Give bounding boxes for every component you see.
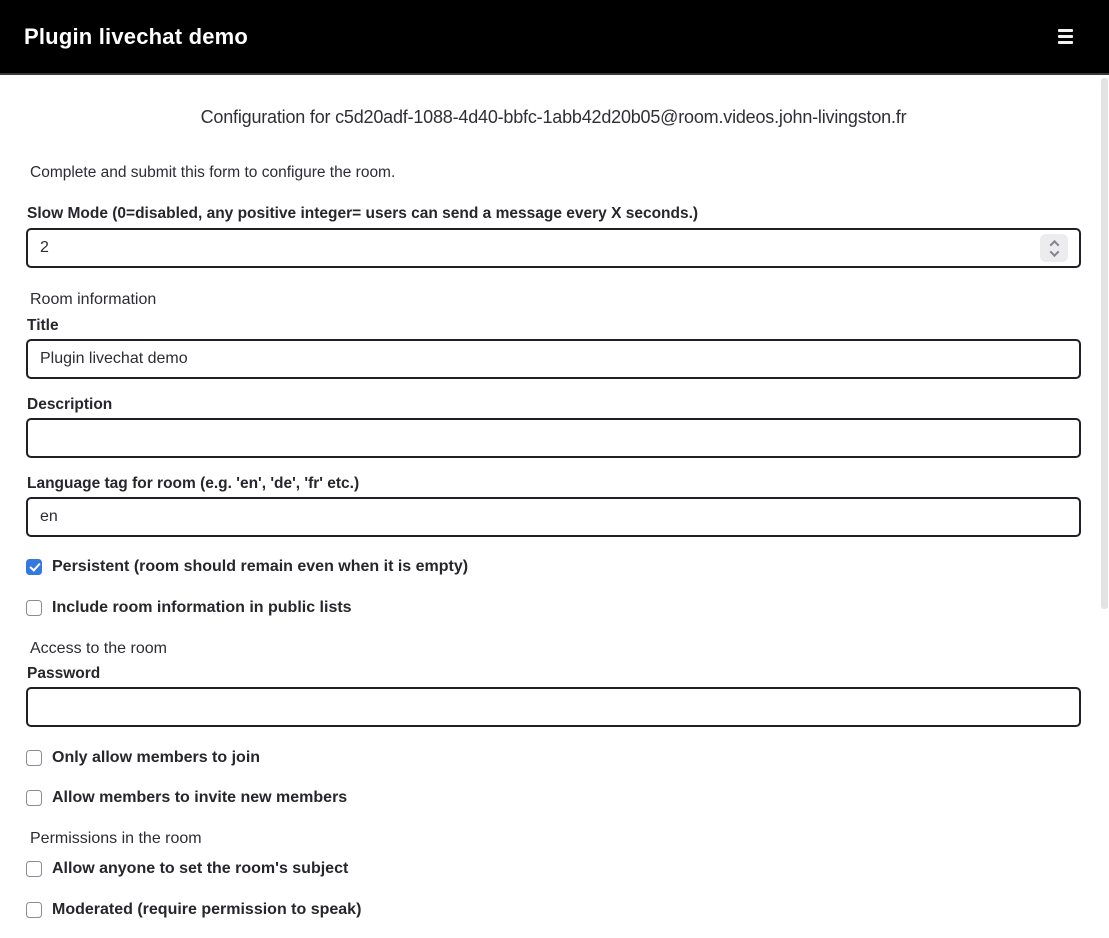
- slow-mode-input[interactable]: [26, 228, 1081, 268]
- change-subject-checkbox[interactable]: [26, 861, 42, 877]
- persistent-checkbox[interactable]: [26, 559, 42, 575]
- section-legend-room-information: Room information: [30, 291, 157, 308]
- slow-mode-field: [26, 228, 1081, 268]
- hamburger-icon: [1058, 41, 1073, 44]
- section-legend-access: Access to the room: [30, 640, 167, 657]
- members-invite-checkbox[interactable]: [26, 790, 42, 806]
- hamburger-icon: [1058, 35, 1073, 38]
- hamburger-icon: [1058, 29, 1073, 32]
- public-list-checkbox-label: Include room information in public lists: [52, 599, 352, 616]
- description-input[interactable]: [26, 418, 1081, 458]
- public-list-checkbox[interactable]: [26, 600, 42, 616]
- title-label: Title: [27, 317, 59, 334]
- moderated-checkbox[interactable]: [26, 902, 42, 918]
- persistent-checkbox-label: Persistent (room should remain even when it is empty): [52, 558, 469, 575]
- menu-button[interactable]: [1058, 25, 1073, 48]
- chevron-down-icon: [1049, 247, 1059, 257]
- persistent-checkbox-row[interactable]: [26, 557, 1081, 577]
- description-label: Description: [27, 396, 113, 413]
- language-label: Language tag for room (e.g. 'en', 'de', 'fr' etc.): [27, 475, 360, 492]
- change-subject-checkbox-label: Allow anyone to set the room's subject: [52, 860, 349, 877]
- password-label: Password: [27, 665, 101, 682]
- moderated-checkbox-row[interactable]: [26, 900, 1081, 920]
- form-instructions: Complete and submit this form to configure the room.: [30, 164, 396, 181]
- scrollbar-thumb[interactable]: [1101, 78, 1108, 609]
- members-invite-checkbox-row[interactable]: [26, 788, 1081, 808]
- room-config-form: [26, 203, 1081, 920]
- members-only-checkbox-label: Only allow members to join: [52, 749, 261, 766]
- public-list-checkbox-row[interactable]: [26, 598, 1081, 618]
- change-subject-checkbox-row[interactable]: [26, 859, 1081, 879]
- app-header: [0, 0, 1109, 75]
- password-input[interactable]: [26, 687, 1081, 727]
- slow-mode-label: Slow Mode (0=disabled, any positive integer= users can send a message every X seconds.): [27, 205, 699, 222]
- moderated-checkbox-label: Moderated (require permission to speak): [52, 901, 362, 918]
- members-only-checkbox[interactable]: [26, 750, 42, 766]
- title-input[interactable]: [26, 339, 1081, 379]
- room-config-page: [0, 105, 1109, 920]
- members-only-checkbox-row[interactable]: [26, 748, 1081, 768]
- page-title: Configuration for c5d20adf-1088-4d40-bbfc-1abb42d20b05@room.videos.john-livingston.fr: [200, 107, 907, 127]
- members-invite-checkbox-label: Allow members to invite new members: [52, 789, 348, 806]
- number-stepper[interactable]: [1040, 234, 1068, 262]
- section-legend-permissions: Permissions in the room: [30, 830, 202, 847]
- language-input[interactable]: [26, 497, 1081, 537]
- app-title: Plugin livechat demo: [24, 23, 249, 49]
